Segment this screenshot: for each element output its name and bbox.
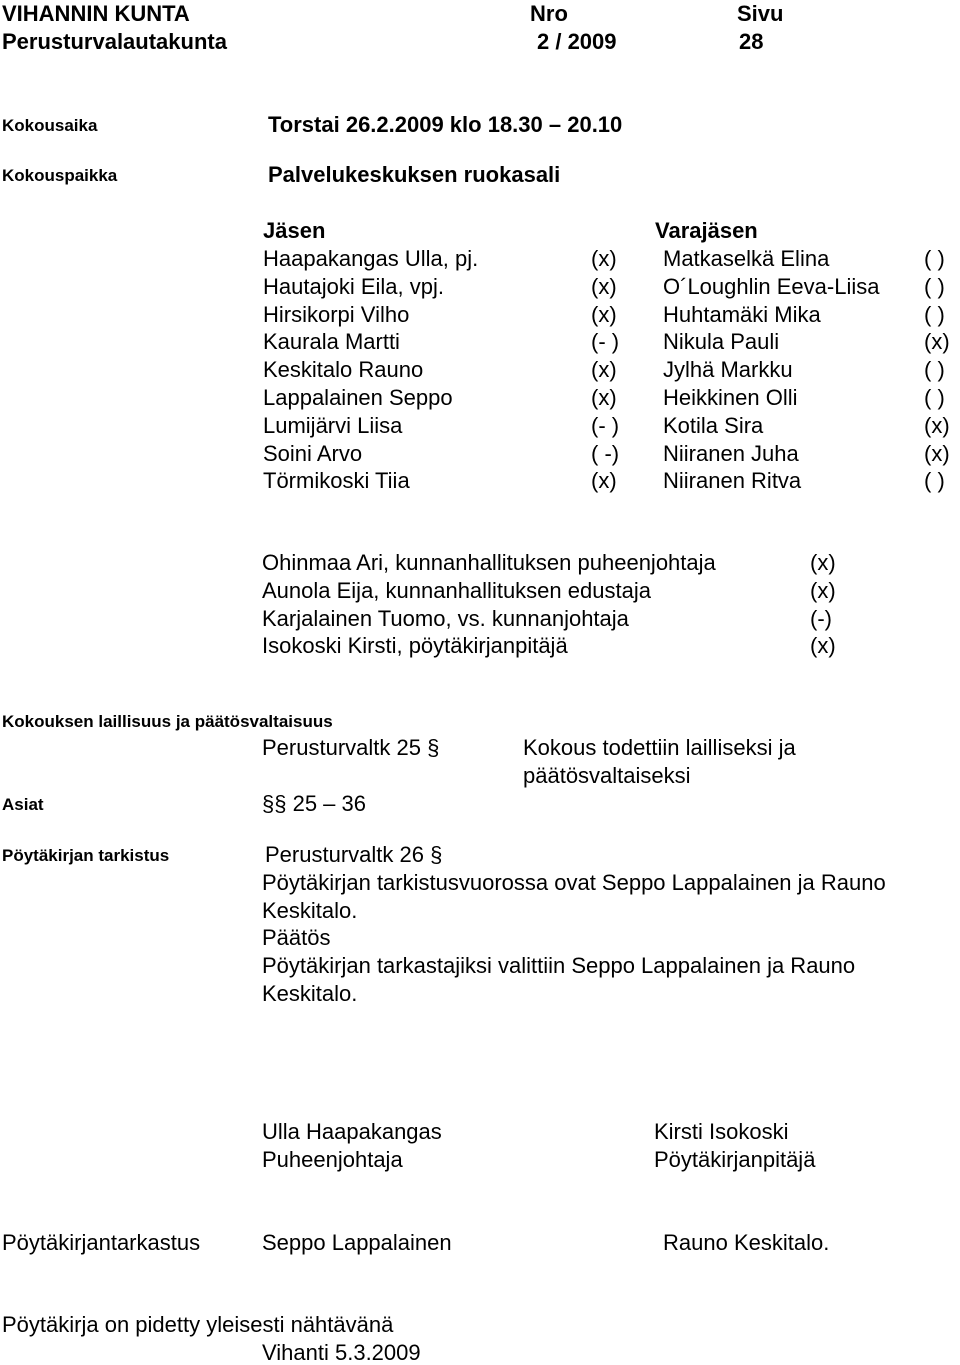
chair-name: Ulla Haapakangas: [262, 1119, 442, 1144]
deputy-name: Nikula Pauli: [663, 329, 780, 354]
deputy-attendance-mark: ( ): [924, 274, 945, 299]
attendee-attendance-mark: (x): [810, 633, 836, 658]
deputy-attendance-mark: ( ): [924, 302, 945, 327]
member-name: Lappalainen Seppo: [263, 385, 453, 410]
attendee-name: Aunola Eija, kunnanhallituksen edustaja: [262, 578, 651, 603]
nro-label: Nro: [530, 1, 568, 26]
deputy-name: Jylhä Markku: [663, 357, 793, 382]
member-attendance-mark: (x): [591, 274, 617, 299]
review-line3: Pöytäkirjan tarkastajiksi valittiin Seppo Lappalainen ja Rauno: [262, 953, 856, 978]
municipality-name: VIHANNIN KUNTA: [2, 1, 190, 26]
deputy-name: Kotila Sira: [663, 413, 764, 438]
deputy-attendance-mark: (x): [924, 413, 950, 438]
deputy-attendance-mark: ( ): [924, 385, 945, 410]
attendee-attendance-mark: (x): [810, 550, 836, 575]
review-line4: Keskitalo.: [262, 981, 358, 1006]
meeting-time-value: Torstai 26.2.2009 klo 18.30 – 20.10: [268, 112, 623, 137]
items-value: §§ 25 – 36: [262, 791, 366, 816]
member-name: Soini Arvo: [263, 441, 363, 466]
review-ref: Perusturvaltk 26 §: [265, 842, 443, 867]
public-display-line2: Vihanti 5.3.2009: [262, 1340, 421, 1365]
member-name: Hautajoki Eila, vpj.: [263, 274, 444, 299]
attendee-attendance-mark: (-): [810, 606, 832, 631]
deputy-attendance-mark: ( ): [924, 357, 945, 382]
member-name: Keskitalo Rauno: [263, 357, 424, 382]
sivu-label: Sivu: [737, 1, 784, 26]
legality-ref: Perusturvaltk 25 §: [262, 735, 440, 760]
legality-text-line2: päätösvaltaiseksi: [523, 763, 691, 788]
deputy-attendance-mark: (x): [924, 329, 950, 354]
member-name: Kaurala Martti: [263, 329, 400, 354]
deputy-attendance-mark: ( ): [924, 246, 945, 271]
deputy-header: Varajäsen: [655, 218, 758, 243]
review-line2: Keskitalo.: [262, 898, 358, 923]
public-display-line1: Pöytäkirja on pidetty yleisesti nähtävänä: [2, 1312, 394, 1337]
deputy-attendance-mark: ( ): [924, 468, 945, 493]
inspector-1: Seppo Lappalainen: [262, 1230, 452, 1255]
member-attendance-mark: (- ): [591, 413, 620, 438]
member-name: Haapakangas Ulla, pj.: [263, 246, 479, 271]
attendee-name: Isokoski Kirsti, pöytäkirjanpitäjä: [262, 633, 568, 658]
deputy-name: Heikkinen Olli: [663, 385, 798, 410]
member-header: Jäsen: [263, 218, 326, 243]
meeting-place-value: Palvelukeskuksen ruokasali: [268, 162, 561, 187]
nro-value: 2 / 2009: [537, 29, 617, 54]
decision-label: Päätös: [262, 925, 331, 950]
secretary-title: Pöytäkirjanpitäjä: [654, 1147, 816, 1172]
review-label: Pöytäkirjan tarkistus: [2, 846, 170, 865]
member-attendance-mark: (x): [591, 468, 617, 493]
legality-text-line1: Kokous todettiin lailliseksi ja: [523, 735, 796, 760]
member-name: Hirsikorpi Vilho: [263, 302, 410, 327]
inspector-2: Rauno Keskitalo.: [663, 1230, 830, 1255]
chair-title: Puheenjohtaja: [262, 1147, 403, 1172]
deputy-name: Niiranen Juha: [663, 441, 799, 466]
board-name: Perusturvalautakunta: [2, 29, 227, 54]
member-attendance-mark: ( -): [591, 441, 620, 466]
sivu-value: 28: [739, 29, 764, 54]
member-name: Törmikoski Tiia: [263, 468, 410, 493]
attendee-attendance-mark: (x): [810, 578, 836, 603]
member-name: Lumijärvi Liisa: [263, 413, 403, 438]
secretary-name: Kirsti Isokoski: [654, 1119, 789, 1144]
deputy-name: Niiranen Ritva: [663, 468, 802, 493]
member-attendance-mark: (x): [591, 246, 617, 271]
legality-label: Kokouksen laillisuus ja päätösvaltaisuus: [2, 712, 333, 731]
member-attendance-mark: (x): [591, 302, 617, 327]
review-line1: Pöytäkirjan tarkistusvuorossa ovat Seppo Lappalainen ja Rauno: [262, 870, 886, 895]
deputy-name: Matkaselkä Elina: [663, 246, 830, 271]
member-attendance-mark: (x): [591, 357, 617, 382]
deputy-attendance-mark: (x): [924, 441, 950, 466]
deputy-name: Huhtamäki Mika: [663, 302, 821, 327]
meeting-place-label: Kokouspaikka: [2, 166, 118, 185]
meeting-time-label: Kokousaika: [2, 116, 98, 135]
items-label: Asiat: [2, 795, 44, 814]
attendee-name: Ohinmaa Ari, kunnanhallituksen puheenjohtaja: [262, 550, 716, 575]
inspection-label: Pöytäkirjantarkastus: [2, 1230, 201, 1255]
attendee-name: Karjalainen Tuomo, vs. kunnanjohtaja: [262, 606, 629, 631]
member-attendance-mark: (x): [591, 385, 617, 410]
deputy-name: O´Loughlin Eeva-Liisa: [663, 274, 880, 299]
member-attendance-mark: (- ): [591, 329, 620, 354]
